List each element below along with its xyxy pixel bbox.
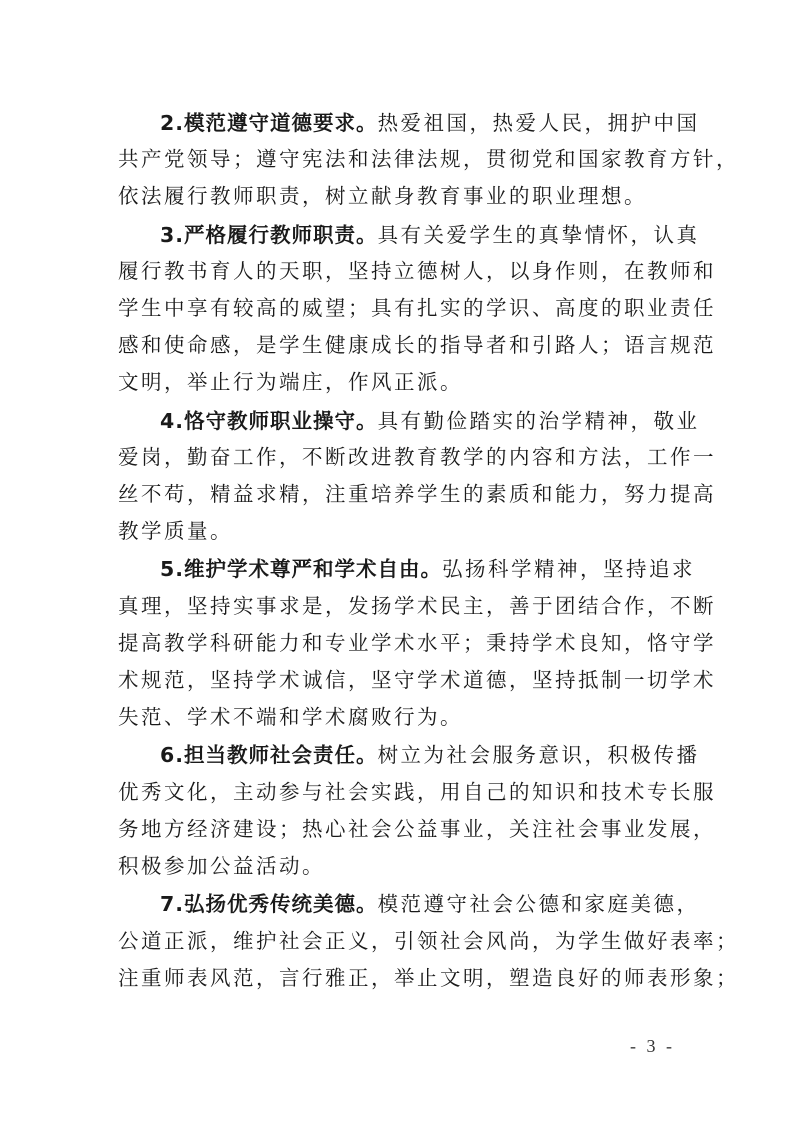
section-heading: 3.严格履行教师职责。 <box>160 223 378 247</box>
paragraph-line: 公道正派，维护社会正义，引领社会风尚，为学生做好表率； <box>118 929 739 953</box>
paragraph-line: 务地方经济建设；热心社会公益事业，关注社会事业发展， <box>118 817 716 841</box>
paragraph-line: 履行教书育人的天职，坚持立德树人，以身作则，在教师和 <box>118 259 716 283</box>
paragraph-text: 具有勤俭踏实的治学精神，敬业 <box>377 409 700 433</box>
paragraph-line: 丝不苟，精益求精，注重培养学生的素质和能力，努力提高 <box>118 482 716 506</box>
paragraph-line <box>160 105 700 141</box>
paragraph-line <box>160 737 700 773</box>
page-number: - 3 - <box>630 1036 675 1056</box>
paragraph-line: 注重师表风范，言行雅正，举止文明，塑造良好的师表形象； <box>118 966 739 990</box>
paragraph-line: 积极参加公益活动。 <box>118 854 325 878</box>
paragraph-text: 弘扬科学精神，坚持追求 <box>442 557 696 581</box>
paragraph-line: 教学质量。 <box>118 519 233 543</box>
paragraph-line: 学生中享有较高的威望；具有扎实的学识、高度的职业责任 <box>118 296 716 320</box>
paragraph-line <box>160 886 700 922</box>
paragraph-line: 失范、学术不端和学术腐败行为。 <box>118 705 463 729</box>
section-heading: 2.模范遵守道德要求。 <box>160 111 378 135</box>
paragraph-line: 文明，举止行为端庄，作风正派。 <box>118 370 463 394</box>
paragraph-line: 感和使命感，是学生健康成长的指导者和引路人；语言规范 <box>118 333 716 357</box>
paragraph-line: 爱岗，勤奋工作，不断改进教育教学的内容和方法，工作一 <box>118 445 716 469</box>
paragraph-line: 真理，坚持实事求是，发扬学术民主，善于团结合作，不断 <box>118 594 716 618</box>
paragraph-line: 共产党领导；遵守宪法和法律法规，贯彻党和国家教育方针， <box>118 147 739 171</box>
paragraph-line <box>160 403 700 439</box>
paragraph-line: 提高教学科研能力和专业学术水平；秉持学术良知，恪守学 <box>118 631 716 655</box>
section-heading: 5.维护学术尊严和学术自由。 <box>160 557 443 581</box>
paragraph-text: 具有关爱学生的真挚情怀，认真 <box>377 223 700 247</box>
paragraph-line: 术规范，坚持学术诚信，坚守学术道德，坚持抵制一切学术 <box>118 668 716 692</box>
paragraph-line <box>160 551 696 587</box>
paragraph-line <box>160 217 700 253</box>
paragraph-text: 树立为社会服务意识，积极传播 <box>377 743 700 767</box>
paragraph-line: 优秀文化，主动参与社会实践，用自己的知识和技术专长服 <box>118 780 716 804</box>
paragraph-text: 模范遵守社会公德和家庭美德， <box>377 892 700 916</box>
section-heading: 6.担当教师社会责任。 <box>160 743 378 767</box>
section-heading: 7.弘扬优秀传统美德。 <box>160 892 378 916</box>
paragraph-text: 热爱祖国，热爱人民，拥护中国 <box>377 111 700 135</box>
section-heading: 4.恪守教师职业操守。 <box>160 409 378 433</box>
paragraph-line: 依法履行教师职责，树立献身教育事业的职业理想。 <box>118 184 647 208</box>
